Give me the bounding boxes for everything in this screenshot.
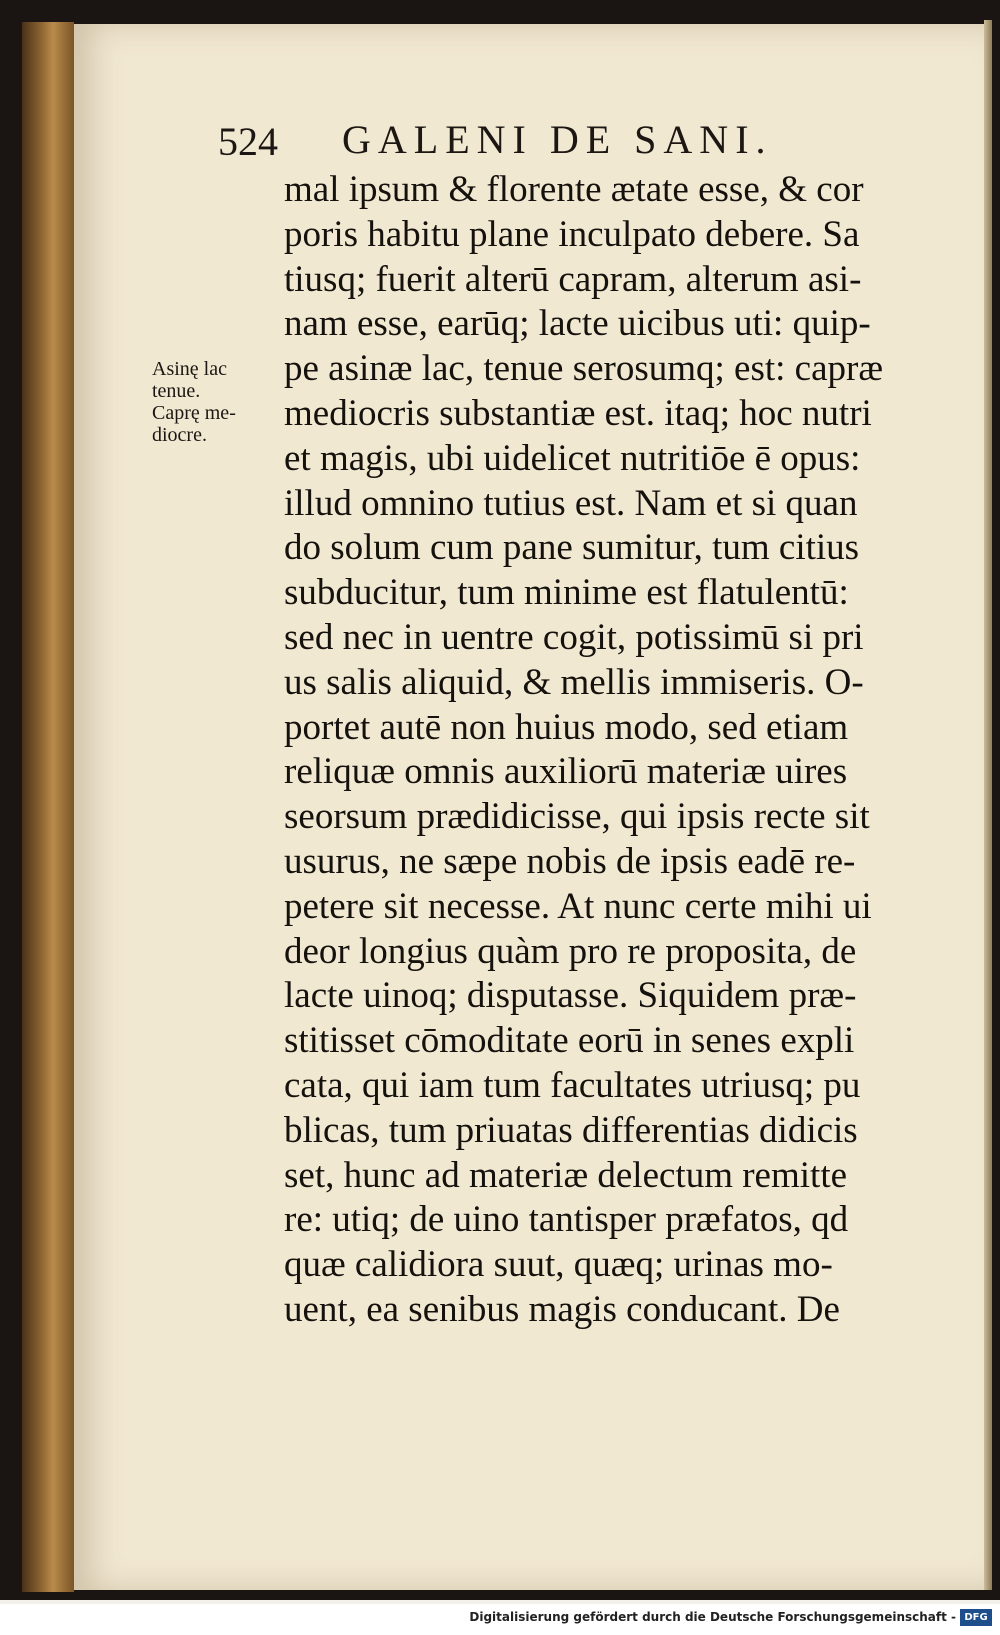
marginal-note-line: Asinę lac (152, 358, 227, 380)
text-line: mediocris substantiæ est. itaq; hoc nutri (284, 392, 872, 434)
text-line: lacte uinoq; disputasse. Siquidem præ- (284, 975, 857, 1017)
text-line: poris habitu plane inculpato debere. Sa (284, 213, 860, 255)
page-edge (984, 20, 992, 1590)
text-line: stitisset cōmoditate eorū in senes expli (284, 1020, 855, 1062)
running-head: GALENI DE SANI. (342, 117, 773, 162)
text-line: petere sit necesse. At nunc certe mihi ui (284, 885, 872, 927)
text-line: illud omnino tutius est. Nam et si quan (284, 482, 858, 524)
dfg-logo-icon[interactable]: DFG (960, 1609, 992, 1626)
text-line: nam esse, earūq; lacte uicibus uti: quip- (284, 303, 871, 345)
text-line: blicas, tum priuatas differentias didicis (284, 1109, 858, 1151)
marginal-note-line: Caprę me- (152, 402, 236, 424)
book-spine (22, 22, 74, 1592)
marginal-note-line: tenue. (152, 380, 201, 402)
text-line: usurus, ne sæpe nobis de ipsis eadē re- (284, 840, 856, 882)
text-line: seorsum prædidicisse, qui ipsis recte sit (284, 796, 870, 838)
text-line: pe asinæ lac, tenue serosumq; est: capræ (284, 348, 884, 390)
text-line: mal ipsum & florente ætate esse, & cor (284, 169, 864, 210)
text-line: sed nec in uentre cogit, potissimū si pri (284, 616, 864, 658)
body-text (284, 168, 883, 1333)
text-line: cata, qui iam tum facultates utriusq; pu (284, 1064, 861, 1106)
text-line: et magis, ubi uidelicet nutritiōe ē opus: (284, 437, 861, 479)
text-line: deor longius quàm pro re proposita, de (284, 930, 857, 972)
text-line: set, hunc ad materiæ delectum remitte (284, 1154, 848, 1196)
text-line: portet autē non huius modo, sed etiam (284, 706, 849, 748)
marginal-notes (152, 358, 236, 446)
page-number: 524 (218, 119, 278, 164)
text-line: subducitur, tum minime est flatulentū: (284, 572, 849, 614)
marginal-note-line: diocre. (152, 424, 207, 446)
text-line: do solum cum pane sumitur, tum citius (284, 527, 860, 569)
text-line: us salis aliquid, & mellis immiseris. O- (284, 661, 864, 703)
text-line: reliquæ omnis auxiliorū materiæ uires (284, 751, 848, 793)
text-line: re: utiq; de uino tantisper præfatos, qd (284, 1199, 849, 1241)
text-line: quæ calidiora suut, quæq; urinas mo- (284, 1244, 833, 1286)
text-line: tiusq; fuerit alterū capram, alterum asi- (284, 258, 862, 300)
text-line: uent, ea senibus magis conducant. De (284, 1288, 840, 1330)
digitization-footer (0, 1604, 1000, 1635)
funding-credit: Digitalisierung gefördert durch die Deutsche Forschungsgemeinschaft - (469, 1610, 956, 1624)
